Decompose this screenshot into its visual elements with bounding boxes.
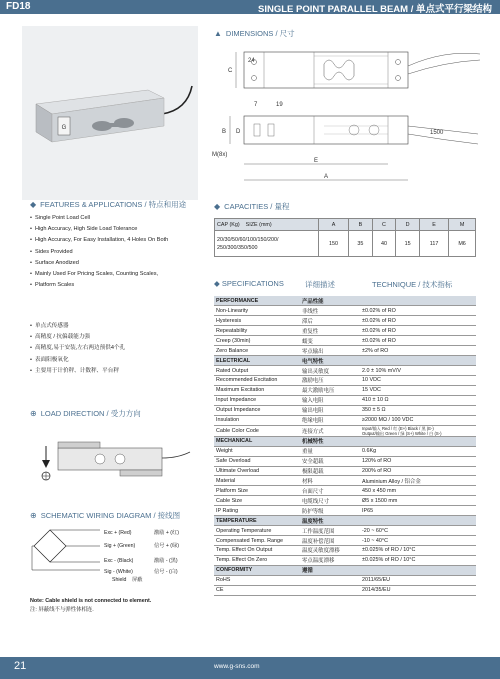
list-item: • 高精度,易于安装,左右两边预供4个孔 [30,343,125,354]
features-list-cn [30,321,125,377]
load-direction-heading [30,408,141,419]
spec-cell: 2011/65/EU [360,575,476,585]
spec-cell [300,575,360,585]
spec-cell: Hysteresis [214,316,300,326]
spec-cell: 极限超载 [300,466,360,476]
value-b: 35 [349,231,373,257]
spec-cell: ±0.025% of RO / 10°C [360,546,476,556]
wire-shield-cn: 屏蔽 [132,577,143,583]
table-row [214,546,476,556]
table-row [214,526,476,536]
spec-cell: Cable Size [214,496,300,506]
capacities-title: CAPACITIES / 量程 [224,202,290,211]
spec-cell: PERFORMANCE [214,296,300,306]
spec-cell: Maximum Excitation [214,385,300,395]
spec-cell: 200% of RO [360,466,476,476]
table-row [214,296,476,306]
load-direction-title: LOAD DIRECTION / 受力方向 [40,409,141,418]
capacity-list: 20/30/50/60/100/150/200/ 250/300/350/500 [215,231,319,257]
table-row [214,385,476,395]
spec-cell: 输出灵敏度 [300,366,360,376]
spec-cell: 机械特性 [300,436,360,446]
capacities-heading [214,201,289,212]
dim-19: 19 [276,102,283,108]
spec-cell: ±0.025% of RO / 10°C [360,555,476,565]
wire-sig-plus-cn: 信号 + (绿) [154,543,179,549]
dim-a: A [324,174,329,180]
spec-cell: 0.6Kg [360,446,476,456]
spec-cell: 电气特性 [300,356,360,366]
spec-cell: 输入电阻 [300,395,360,405]
spec-cell: 材料 [300,476,360,486]
spec-cell: 滞后 [300,316,360,326]
load-cell-image [22,26,198,200]
value-c: 40 [372,231,396,257]
wire-exc-minus: Exc - (Black) [104,558,134,564]
wire-sig-minus: Sig - (White) [104,569,133,575]
spec-cell: 10 VDC [360,376,476,386]
list-item: • Single Point Load Cell [30,213,168,224]
spec-cell: 电缆线尺寸 [300,496,360,506]
features-title: FEATURES & APPLICATIONS / 特点和用途 [40,200,187,209]
table-row [214,376,476,386]
spec-cell: Ø5 x 1500 mm [360,496,476,506]
spec-cell: Input/输入 Red / 红 (E+) Black / 黑 (E-) Output/输出 Green / 绿 (S+) White / 白 (S-) [360,425,476,436]
table-row [214,456,476,466]
table-row [214,436,476,446]
col-header: B [349,219,373,231]
value-d: 15 [396,231,420,257]
spec-cell: 重量 [300,446,360,456]
spec-cell: 工作温度范围 [300,526,360,536]
table-row [214,336,476,346]
dim-b: B [222,129,227,135]
dim-c: C [228,68,233,74]
wiring-title: SCHEMATIC WIRING DIAGRAM / 接线图 [40,511,181,520]
spec-cell: 产品性能 [300,296,360,306]
wire-shield: Shield [112,577,127,583]
list-item: • Mainly Used For Pricing Scales, Counting Scales, [30,269,168,280]
spec-cell: 防护等级 [300,506,360,516]
spec-cell: 遵循 [300,565,360,575]
table-row [214,356,476,366]
page-title: SINGLE POINT PARALLEL BEAM / 单点式平行梁结构 [258,4,492,15]
table-row [214,536,476,546]
spec-cell: Safe Overload [214,456,300,466]
value-a: 150 [319,231,349,257]
dim-cable: 1500 [430,130,444,136]
table-row [214,346,476,356]
spec-cell: Temp. Effect On Output [214,546,300,556]
footer-url: www.g-sns.com [214,663,260,670]
spec-cell: 温度特性 [300,516,360,526]
value-m: M6 [449,231,476,257]
wiring-diagram [30,522,200,590]
spec-cell: ELECTRICAL [214,356,300,366]
table-row [214,555,476,565]
spec-cell [360,296,476,306]
spec-cell: 零点输出 [300,346,360,356]
spec-cell: 温度灵敏度漂移 [300,546,360,556]
spec-cell: Cable Color Code [214,425,300,436]
dimension-drawing [214,40,490,192]
spec-cell: ±0.02% of RO [360,336,476,346]
page-number: 21 [14,660,27,672]
load-direction-diagram [36,428,196,490]
note-cn: 注: 屏蔽线不与弹性体相连. [30,607,94,613]
list-item: • 表面阳极氧化 [30,355,125,366]
spec-cell: ≥2000 MΩ / 100 VDC [360,415,476,425]
spec-cell: Output Impedance [214,405,300,415]
spec-cell: Recommended Excitation [214,376,300,386]
list-item: • Platform Scales [30,280,168,291]
col-header: E [419,219,448,231]
list-item: • Surface Anodized [30,258,168,269]
spec-cell: CONFORMITY [214,565,300,575]
spec-cell: 120% of RO [360,456,476,466]
spec-cell: Zero Balance [214,346,300,356]
spec-cn-title: 详细描述 [305,280,335,289]
svg-text:G: G [61,125,67,131]
spec-cell: Weight [214,446,300,456]
dim-e: E [314,158,319,164]
spec-cell: MECHANICAL [214,436,300,446]
spec-cell: 2.0 ± 10% mV/V [360,366,476,376]
spec-cell: Material [214,476,300,486]
spec-cell: Aluminium Alloy / 铝合金 [360,476,476,486]
model-code: FD18 [6,1,31,12]
dimensions-heading [214,28,295,39]
spec-cell: ±0.02% of RO [360,326,476,336]
table-row [214,425,476,436]
table-row [214,405,476,415]
wire-exc-minus-cn: 激励 - (黑) [154,558,178,564]
spec-cell: 零点温度漂移 [300,555,360,565]
spec-cell: 蠕变 [300,336,360,346]
wire-sig-plus: Sig + (Green) [104,543,136,549]
spec-cell: ±2% of RO [360,346,476,356]
table-row [214,575,476,585]
table-row [214,506,476,516]
spec-cell: CE [214,585,300,595]
spec-cell: 非线性 [300,306,360,316]
dim-7: 7 [254,102,258,108]
table-row [214,486,476,496]
features-icon: ◆ [30,200,37,209]
wiring-icon: ⊕ [30,511,37,520]
table-row [214,415,476,425]
col-header: M [449,219,476,231]
wire-exc-plus: Exc + (Red) [104,530,132,536]
spec-cell: Temp. Effect On Zero [214,555,300,565]
dim-24: 24 [248,58,255,64]
table-row [214,316,476,326]
spec-cell: Insulation [214,415,300,425]
list-item: • 主要用于计价秤、计数秤、平台秤 [30,366,125,377]
table-row [214,306,476,316]
spec-title: SPECIFICATIONS [221,279,284,288]
spec-cell [360,436,476,446]
spec-cell [360,356,476,366]
spec-cell: IP Rating [214,506,300,516]
cap-header: CAP (Kg) SIZE (mm) [215,219,319,231]
spec-cell: Ultimate Overload [214,466,300,476]
spec-cell: 410 ± 10 Ω [360,395,476,405]
dimensions-title: DIMENSIONS / 尺寸 [225,29,295,38]
spec-cell: 最大激励电压 [300,385,360,395]
spec-cell: 连接方式 [300,425,360,436]
table-row [214,476,476,486]
spec-cell: ±0.02% of RO [360,306,476,316]
spec-cell: 350 ± 5 Ω [360,405,476,415]
dim-m: M(8x) [212,152,228,158]
spec-cell: Input Impedance [214,395,300,405]
spec-cell: Non-Linearity [214,306,300,316]
spec-cell: 激励电压 [300,376,360,386]
table-row [214,516,476,526]
spec-table [214,296,476,596]
list-item: • 高精度 / 抗偏载能力强 [30,332,125,343]
table-row [214,585,476,595]
spec-cell [360,516,476,526]
wire-exc-plus-cn: 激励 + (红) [154,530,179,536]
wire-sig-minus-cn: 信号 - (白) [154,569,178,575]
list-item: • Sides Provided [30,247,168,258]
table-row [214,446,476,456]
spec-cell: Creep (30min) [214,336,300,346]
spec-cell [360,565,476,575]
spec-cell: ±0.02% of RO [360,316,476,326]
features-heading [30,199,186,210]
value-e: 117 [419,231,448,257]
spec-tech-title: TECHNIQUE / 技术指标 [372,280,453,289]
spec-cell: Platform Size [214,486,300,496]
spec-cell: Compensated Temp. Range [214,536,300,546]
spec-cell: 重复性 [300,326,360,336]
features-list-en [30,213,168,291]
load-direction-icon: ⊕ [30,409,37,418]
dim-d: D [236,129,241,135]
spec-cell: -10 ~ 40°C [360,536,476,546]
spec-cell: 温度补偿范围 [300,536,360,546]
spec-cell: Repeatability [214,326,300,336]
spec-cell: 15 VDC [360,385,476,395]
table-row [214,466,476,476]
wiring-heading [30,510,180,521]
spec-cell: 450 x 450 mm [360,486,476,496]
table-row [214,496,476,506]
spec-cell: Rated Output [214,366,300,376]
table-row [214,395,476,405]
page-footer [0,657,500,679]
spec-cell [300,585,360,595]
spec-cell: TEMPERATURE [214,516,300,526]
product-photo [22,26,198,200]
spec-heading [214,279,284,288]
col-header: D [396,219,420,231]
col-header: C [372,219,396,231]
list-item: • High Accuracy, High Side Load Tolerance [30,224,168,235]
list-item: • High Accuracy, For Easy Installation, 4 Holes On Both [30,235,168,246]
spec-cell: RoHS [214,575,300,585]
table-row [214,326,476,336]
table-row [214,565,476,575]
col-header: A [319,219,349,231]
spec-cell: 台面尺寸 [300,486,360,496]
spec-cell: -20 ~ 60°C [360,526,476,536]
spec-cell: 2014/35/EU [360,585,476,595]
dimensions-icon: ▲ [214,29,222,38]
spec-cell: 输出电阻 [300,405,360,415]
page-header [0,0,500,14]
spec-cell: 绝缘电阻 [300,415,360,425]
wiring-note [30,597,151,615]
spec-icon: ◆ [214,279,220,288]
spec-cell: Operating Temperature [214,526,300,536]
spec-cell: IP65 [360,506,476,516]
note-en: Note: Cable shield is not connected to element. [30,598,152,604]
spec-cell: 安全超载 [300,456,360,466]
list-item: • 单点式传感器 [30,321,125,332]
capacities-icon: ◆ [214,202,221,211]
table-row [214,366,476,376]
capacities-table [214,218,476,257]
